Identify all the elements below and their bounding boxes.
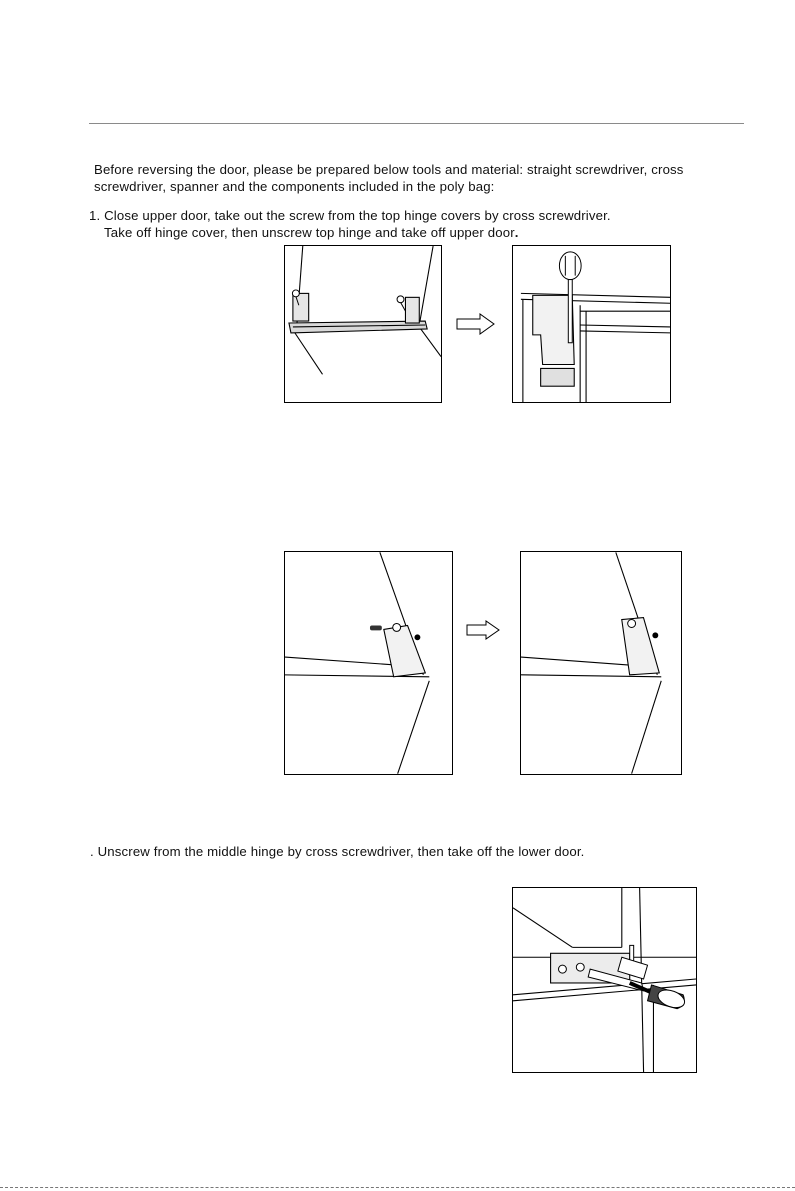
- figure-middle-hinge-before: [284, 551, 453, 775]
- middle-hinge-before-drawing: [285, 552, 452, 774]
- figure-unscrew-top-hinge: [512, 245, 671, 403]
- step3-text: . Unscrew from the middle hinge by cross screwdriver, then take off the lower door.: [90, 844, 585, 859]
- unscrew-top-hinge-drawing: [513, 246, 670, 402]
- step1-line-2: Take off hinge cover, then unscrew top hinge and take off upper door.: [104, 225, 519, 240]
- arrow-right-icon: [456, 313, 496, 335]
- intro-line-1: Before reversing the door, please be prepared below tools and material: straight screwdriver, cross: [94, 162, 684, 177]
- header-rule: [89, 123, 744, 124]
- arrow-right-icon: [466, 620, 500, 640]
- figure-unscrew-middle-hinge: [512, 887, 697, 1073]
- screwdriver-icon: [630, 983, 687, 1011]
- top-hinge-covers-drawing: [285, 246, 441, 402]
- figure-middle-hinge-after: [520, 551, 682, 775]
- intro-line-2: screwdriver, spanner and the components included in the poly bag:: [94, 179, 495, 194]
- unscrew-middle-hinge-drawing: [513, 888, 696, 1072]
- middle-hinge-after-drawing: [521, 552, 681, 774]
- step1-line-1: 1. Close upper door, take out the screw from the top hinge covers by cross screwdriver.: [89, 208, 611, 223]
- figure-top-hinge-covers: [284, 245, 442, 403]
- bottom-crop-edge: [0, 1187, 795, 1188]
- screw-icon: [292, 290, 405, 311]
